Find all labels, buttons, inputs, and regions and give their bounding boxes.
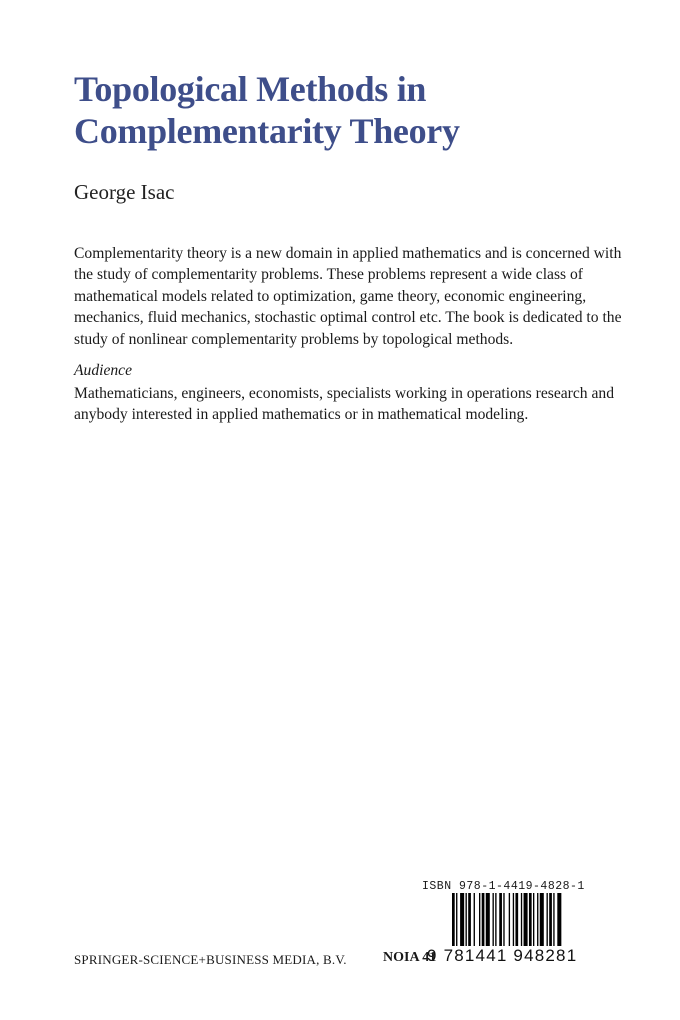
book-title <box>74 68 634 152</box>
barcode-bar <box>493 893 494 949</box>
barcode-bar <box>515 893 518 949</box>
barcode-bar <box>466 893 467 949</box>
barcode-bar <box>499 893 502 949</box>
barcode-bar <box>495 893 496 949</box>
barcode-bar <box>460 893 464 949</box>
barcode-bar <box>479 893 480 949</box>
title-line-2: Complementarity Theory <box>74 111 460 151</box>
barcode-bar <box>509 893 510 949</box>
series-code: NOIA 41 <box>383 950 437 965</box>
barcode-bar <box>474 893 475 949</box>
barcode-bar <box>513 893 514 949</box>
publisher-name: SPRINGER-SCIENCE+BUSINESS MEDIA, B.V. <box>74 952 347 967</box>
barcode-bar <box>549 893 552 949</box>
barcode-bar <box>503 893 504 949</box>
barcode-bar <box>486 893 490 949</box>
barcode-bar <box>533 893 534 949</box>
barcode-bar <box>468 893 471 949</box>
barcode-digits: 9 781441 948281 <box>427 946 578 965</box>
title-line-1: Topological Methods in <box>74 69 427 109</box>
barcode-bar <box>521 893 522 949</box>
barcode-bar <box>529 893 532 949</box>
barcode-bar <box>537 893 538 949</box>
author-name: George Isac <box>74 180 175 204</box>
description-paragraph: Complementarity theory is a new domain in applied mathematics and is concerned with the study of complementarity problems. These problems represent a wide class of mathematical models related to optimization, game theory, economic engineering, mechanics, fluid mechanics, stochastic optimal control etc. The book is dedicated to the study of nonlinear complementarity problems by topological methods. <box>74 245 622 348</box>
isbn-label: ISBN 978-1-4419-4828-1 <box>422 880 585 893</box>
barcode-bar <box>553 893 554 949</box>
audience-heading: Audience <box>74 362 133 379</box>
barcode-bar <box>524 893 528 949</box>
barcode-bar <box>547 893 548 949</box>
audience-paragraph: Mathematicians, engineers, economists, specialists working in operations research and anybody interested in applied mathematics or in mathematical modeling. <box>74 385 614 424</box>
barcode-bar <box>482 893 485 949</box>
barcode-bar <box>540 893 544 949</box>
